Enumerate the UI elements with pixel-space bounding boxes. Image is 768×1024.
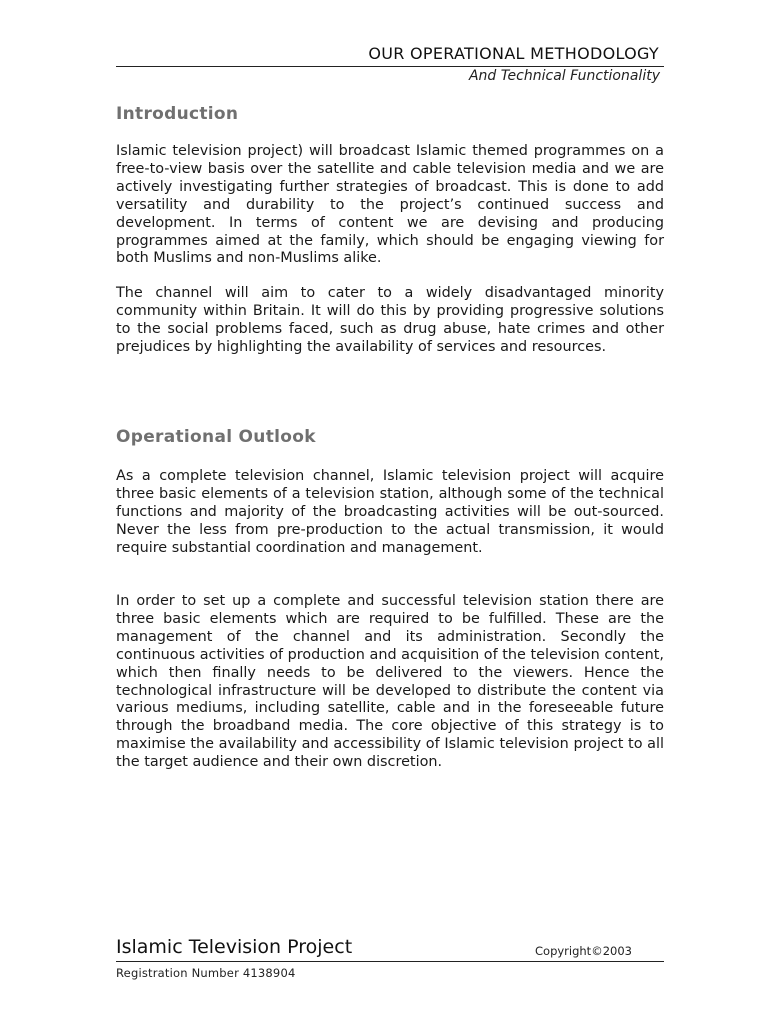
footer-divider: [116, 961, 664, 962]
footer-project-name: Islamic Television Project: [116, 936, 353, 958]
header-subtitle: And Technical Functionality: [468, 68, 660, 84]
header-divider: [116, 66, 664, 67]
operational-outlook-paragraph-1: As a complete television channel, Islamic television project will acquire three basic elements of a television station, although some of the technical functions and majority of the broadcasting activities will be out-sourced. Never the less from pre-production to the actual transmission, it would require substantial coordination and management.: [116, 468, 664, 556]
introduction-heading: Introduction: [116, 104, 239, 124]
document-page: [116, 0, 664, 1024]
operational-outlook-heading: Operational Outlook: [116, 427, 316, 447]
introduction-paragraph-2: The channel will aim to cater to a widely disadvantaged minority community within Britain. It will do this by providing progressive solutions to the social problems faced, such as drug abuse, hate crimes and other prejudices by highlighting the availability of services and resources.: [116, 285, 664, 355]
header-title: OUR OPERATIONAL METHODOLOGY: [368, 44, 659, 63]
introduction-paragraph-1: Islamic television project) will broadcast Islamic themed programmes on a free-to-view basis over the satellite and cable television media and we are actively investigating further strategies of broadcast. This is done to add versatility and durability to the project’s continued success and development. In terms of content we are devising and producing programmes aimed at the family, which should be engaging viewing for both Muslims and non-Muslims alike.: [116, 143, 664, 267]
operational-outlook-paragraph-2: In order to set up a complete and successful television station there are three basic elements which are required to be fulfilled. These are the management of the channel and its administration. Secondly the continuous activities of production and acquisition of the television content, which then finally needs to be delivered to the viewers. Hence the technological infrastructure will be developed to distribute the content via various mediums, including satellite, cable and in the foreseeable future through the broadband media. The core objective of this strategy is to maximise the availability and accessibility of Islamic television project to all the target audience and their own discretion.: [116, 593, 664, 771]
footer-registration-number: Registration Number 4138904: [116, 966, 296, 980]
footer-copyright: Copyright©2003: [535, 944, 632, 958]
